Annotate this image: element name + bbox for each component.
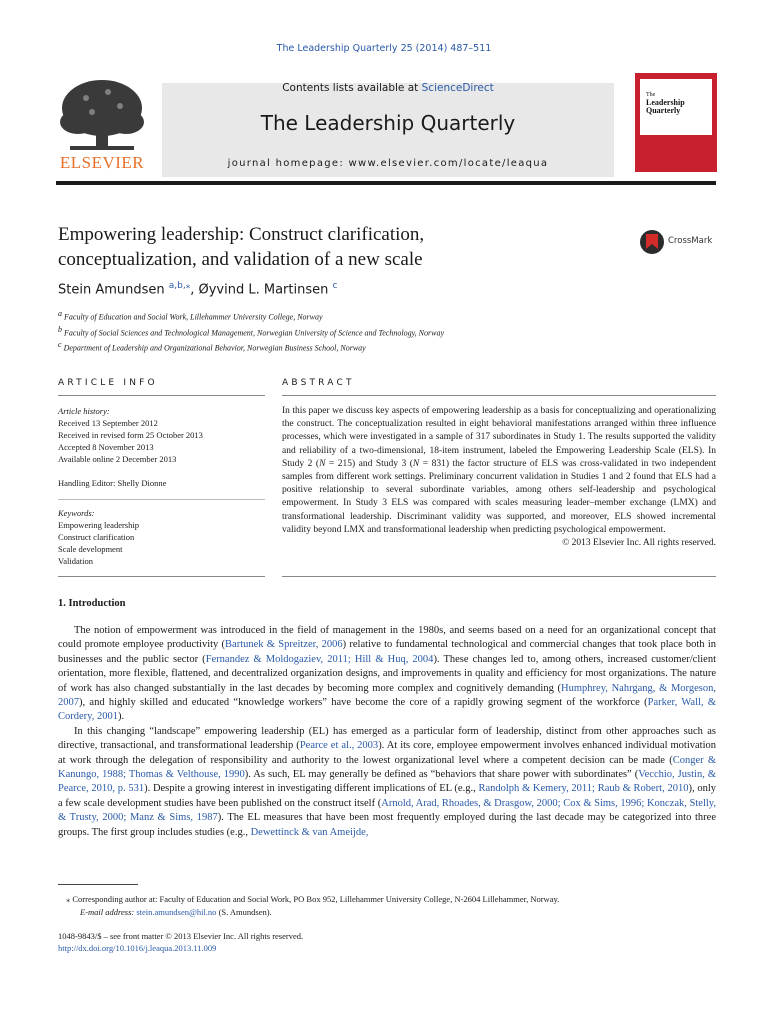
abstract-n-variable: N (319, 458, 326, 469)
history-item: Received in revised form 25 October 2013 (58, 430, 203, 440)
history-item: Available online 2 December 2013 (58, 454, 177, 464)
journal-cover-title-line1: The (646, 92, 656, 98)
abstract-text: = 215) and Study 3 ( (325, 458, 413, 469)
citation-link[interactable]: Parker, Wall, & Cordery, 2001 (58, 697, 716, 723)
journal-citation[interactable]: The Leadership Quarterly 25 (2014) 487–511 (276, 43, 492, 54)
abstract-text: = 831) the factor structure of ELS was cross-validated in two independent samples from different work settings. Preliminary concurrent validation in Studies 1 and 2 found that ELS had a positive relationship to several subordinate variables, among others self-leadership and psychological empowerment. In Study 3 ELS was compared with scales measuring leader–member exchange (LMX) and transformational leadership. Discriminant validity was supported, and moreover, ELS showed incremental validity beyond LMX and transformational leadership when predicting psychological empowerment. (282, 458, 716, 535)
abstract-rule (282, 395, 716, 396)
affiliation-item (58, 339, 444, 355)
affiliation-mark: c (58, 340, 62, 350)
article-title (58, 222, 618, 272)
email-label: E-mail address: (80, 906, 135, 917)
header-rule (56, 181, 716, 185)
affiliation-text: Faculty of Social Sciences and Technological Management, Norwegian University of Science and Technology, Norway (64, 328, 445, 338)
article-info-bottom-rule (58, 576, 265, 577)
journal-cover-thumbnail[interactable] (635, 73, 717, 172)
journal-cover-title-line3: Quarterly (646, 106, 681, 115)
history-item: Received 13 September 2012 (58, 418, 158, 428)
author-name: Stein Amundsen (58, 282, 165, 298)
citation-link[interactable]: Dewettinck & van Ameijde, (250, 826, 369, 838)
journal-cover-panel (640, 79, 712, 135)
keyword-item: Scale development (58, 544, 123, 554)
affiliation-text: Department of Leadership and Organizational Behavior, Norwegian Business School, Norway (63, 343, 366, 353)
abstract-copyright: © 2013 Elsevier Inc. All rights reserved. (562, 538, 716, 549)
corresponding-author-footnote (58, 893, 718, 918)
author-affiliation-marks[interactable]: c (332, 281, 338, 291)
abstract-bottom-rule (282, 576, 716, 577)
author-name: Øyvind L. Martinsen (198, 282, 329, 298)
affiliation-item (58, 324, 444, 340)
footnote-text: Corresponding author at: Faculty of Education and Social Work, PO Box 952, Lillehammer University College, N-2604 Lillehammer, Norway. (72, 894, 560, 904)
abstract-heading: ABSTRACT (282, 378, 355, 388)
citation-link[interactable]: Humphrey, Nahrgang, & Morgeson, 2007 (58, 682, 716, 709)
section-heading-introduction: 1. Introduction (58, 598, 126, 609)
footnote-rule (58, 884, 138, 885)
intro-text: ), and highly skilled and educated “knowledge workers” have become the core of a rapidly growing segment of the workforce ( (79, 697, 648, 709)
history-item: Accepted 8 November 2013 (58, 442, 154, 452)
intro-paragraph (58, 725, 716, 840)
intro-text: The notion of empowerment was introduced in the field of management in the 1980s, and seems based on a need for an organizational concept that could promote employee productivity ( (58, 625, 716, 651)
journal-cover-title-line2: Leadership (646, 98, 685, 107)
intro-text: ), only a few scale development studies have been published on the construct itself ( (58, 783, 716, 809)
article-info-heading: ARTICLE INFO (58, 378, 158, 388)
author-affiliation-marks[interactable]: a,b,⁎ (168, 281, 191, 291)
crossmark-label: CrossMark (668, 236, 713, 246)
doi-link[interactable]: http://dx.doi.org/10.1016/j.leaqua.2013.11.009 (58, 943, 217, 953)
citation-link[interactable]: Bartunek & Spreitzer, 2006 (225, 639, 343, 651)
article-info-rule (58, 395, 265, 396)
sciencedirect-link[interactable]: ScienceDirect (421, 82, 494, 94)
intro-text: ). The EL measures that have been most frequently employed during the last decade may be categorized into three groups. The first group includes studies (e.g., (58, 812, 716, 838)
article-history (58, 405, 268, 465)
intro-text: ). (117, 711, 125, 723)
keyword-item: Empowering leadership (58, 520, 139, 530)
citation-link[interactable]: Arnold, Arad, Rhoades, & Drasgow, 2000; Cox & Sims, 1996; Konczak, Stelly, & Trusty, 2000; Manz & Sims, 1987 (58, 797, 716, 824)
journal-title: The Leadership Quarterly (260, 111, 516, 135)
affiliation-mark: b (58, 324, 62, 334)
citation-link[interactable]: Conger & Kanungo, 1988; Thomas & Velthouse, 1990 (58, 754, 716, 781)
issn-and-doi (58, 930, 303, 954)
footnote-email-line (58, 906, 718, 919)
crossmark-badge[interactable] (638, 229, 718, 255)
contents-prefix: Contents lists available at (282, 82, 419, 94)
keyword-item: Construct clarification (58, 532, 135, 542)
intro-text: ). At its core, employee empowerment involves enhanced individual motivation at work through the delegation of responsibility and authority to the lowest organizational level where a competent decision can be made ( (58, 740, 716, 766)
footnote-mark: ⁎ (66, 894, 71, 904)
author-separator: , (190, 282, 199, 298)
intro-text: In this changing “landscape” empowering leadership (EL) has emerged as a particular form of leadership, distinct from other approaches such as directive, transactional, and transformational leadership ( (58, 725, 716, 752)
issn-line: 1048-9843/$ – see front matter © 2013 Elsevier Inc. All rights reserved. (58, 931, 304, 941)
intro-text: ) relative to fundamental technological and commercial changes that took place both in businesses and the public sector ( (58, 639, 716, 665)
journal-cover-title (646, 91, 685, 115)
abstract-body (282, 405, 716, 550)
handling-editor: Handling Editor: Shelly Dionne (58, 478, 167, 488)
elsevier-wordmark: ELSEVIER (59, 153, 145, 172)
footnote-line (58, 893, 718, 906)
affiliation-list (58, 308, 444, 355)
intro-text: ). Despite a growing interest in investigating different implications of EL (e.g., (144, 783, 479, 795)
article-info-divider (58, 499, 265, 500)
author-email-link[interactable]: stein.amundsen@hil.no (136, 906, 217, 917)
article-title-line2: conceptualization, and validation of a new scale (58, 249, 423, 270)
introduction-body (58, 624, 716, 840)
affiliation-item (58, 308, 444, 324)
crossmark-icon (638, 229, 666, 255)
affiliation-mark: a (58, 309, 62, 318)
email-suffix: (S. Amundsen). (216, 906, 272, 917)
citation-link[interactable]: Randolph & Kemery, 2011; Raub & Robert, 2010 (478, 783, 689, 795)
keywords-list (58, 507, 139, 567)
intro-text: ). As such, EL may generally be defined as “behaviors that share power with subordinates” ( (244, 769, 639, 781)
citation-link[interactable]: Pearce et al., 2003 (299, 740, 379, 752)
abstract-n-variable: N (412, 458, 420, 469)
citation-link[interactable]: Vecchio, Justin, & Pearce, 2010, p. 531 (58, 769, 716, 795)
contents-line (162, 82, 614, 94)
article-history-label: Article history: (58, 406, 110, 416)
article-title-line1: Empowering leadership: Construct clarification, (58, 224, 425, 245)
author-list (58, 281, 337, 297)
intro-paragraph (58, 624, 716, 725)
keywords-label: Keywords: (58, 508, 95, 518)
keyword-item: Validation (58, 556, 93, 566)
journal-homepage[interactable]: journal homepage: www.elsevier.com/locate/leaqua (227, 158, 549, 169)
abstract-text: In this paper we discuss key aspects of empowering leadership as a basis for conceptualizing and operationalizing the construct. The conceptualization resulted in eight behavioral manifestations arranged within three influence processes, which were investigated in a sample of 317 subordinates in Study 1. The results supported the validity and reliability of a two-dimensional, 18-item instrument, labeled the Empowering Leadership Scale (ELS). In Study 2 ( (282, 406, 716, 469)
affiliation-text: Faculty of Education and Social Work, Lillehammer University College, Norway (64, 312, 323, 322)
intro-text: ). These changes led to, among others, increased customer/client orientation, more flexible, flattened, and decentralized organization designs, and improvements in quality and efficiency for most organizations. The nature of work has also changed substantially in the last decades by becoming more complex and cognitively demanding ( (58, 653, 716, 694)
citation-link[interactable]: Fernandez & Moldogaziev, 2011; Hill & Huq, 2004 (205, 653, 434, 665)
